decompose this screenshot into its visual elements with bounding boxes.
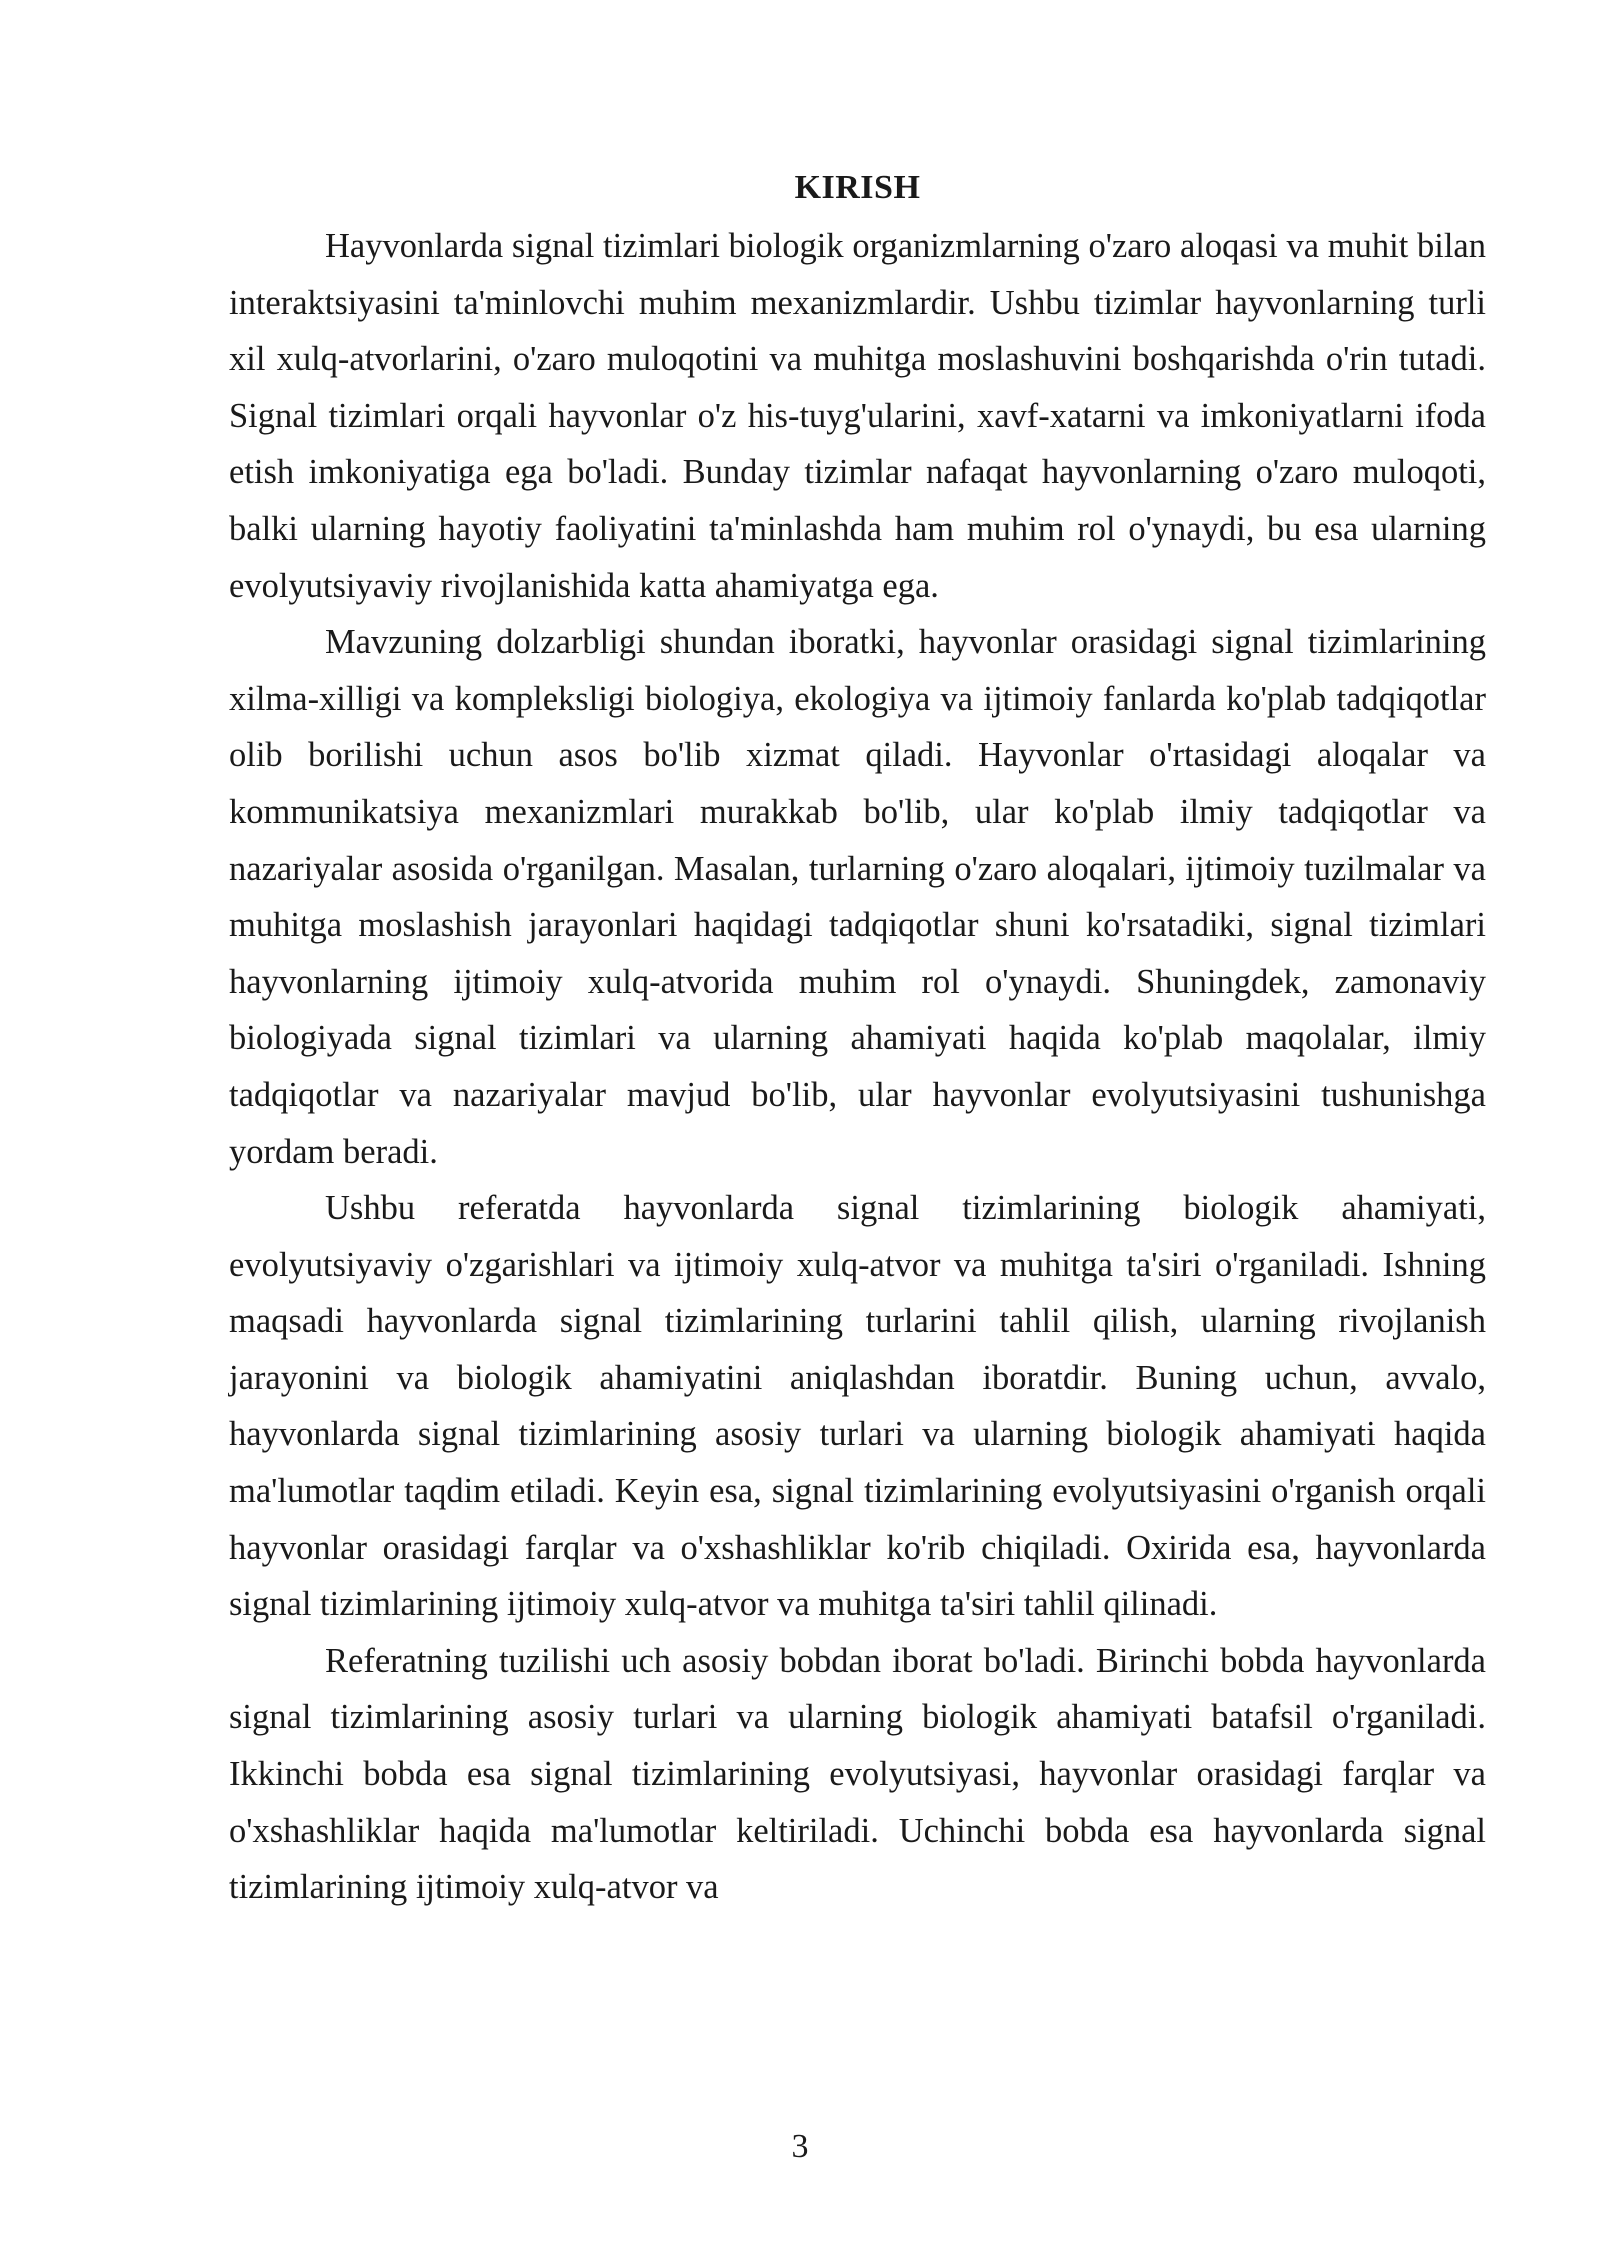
paragraph-intro: Hayvonlarda signal tizimlari biologik organizmlarning o'zaro aloqasi va muhit bilan interaktsiyasini ta'minlovchi muhim mexanizmlardir. Ushbu tizimlar hayvonlarning turli xil xulq-atvorlarini, o'zaro muloqotini va muhitga moslashuvini boshqarishda o'rin tutadi. Signal tizimlari orqali hayvonlar o'z his-tuyg'ularini, xavf-xatarni va imkoniyatlarni ifoda etish imkoniyatiga ega bo'ladi. Bunday tizimlar nafaqat hayvonlarning o'zaro muloqoti, balki ularning hayotiy faoliyatini ta'minlashda ham muhim rol o'ynaydi, bu esa ularning evolyutsiyaviy rivojlanishida katta ahamiyatga ega. [229,227,1486,605]
page-number: 3 [791,2128,809,2165]
page-title: KIRISH [794,169,921,206]
paragraph-purpose: Ushbu referatda hayvonlarda signal tizimlarining biologik ahamiyati, evolyutsiyaviy o'zgarishlari va ijtimoiy xulq-atvor va muhitga ta'siri o'rganiladi. Ishning maqsadi hayvonlarda signal tizimlarining turlarini tahlil qilish, ularning rivojlanish jarayonini va biologik ahamiyatini aniqlashdan iboratdir. Buning uchun, avvalo, hayvonlarda signal tizimlarining asosiy turlari va ularning biologik ahamiyati haqida ma'lumotlar taqdim etiladi. Keyin esa, signal tizimlarining evolyutsiyasini o'rganish orqali hayvonlar orasidagi farqlar va o'xshashliklar ko'rib chiqiladi. Oxirida esa, hayvonlarda signal tizimlarining ijtimoiy xulq-atvor va muhitga ta'siri tahlil qilinadi. [229,1189,1486,1624]
page-content [229,160,1486,1916]
paragraph-relevance: Mavzuning dolzarbligi shundan iboratki, hayvonlar orasidagi signal tizimlarining xilma-xilligi va kompleksligi biologiya, ekologiya va ijtimoiy fanlarda ko'plab tadqiqotlar olib borilishi uchun asos bo'lib xizmat qiladi. Hayvonlar o'rtasidagi aloqalar va kommunikatsiya mexanizmlari murakkab bo'lib, ular ko'plab ilmiy tadqiqotlar va nazariyalar asosida o'rganilgan. Masalan, turlarning o'zaro aloqalari, ijtimoiy tuzilmalar va muhitga moslashish jarayonlari haqidagi tadqiqotlar shuni ko'rsatadiki, signal tizimlari hayvonlarning ijtimoiy xulq-atvorida muhim rol o'ynaydi. Shuningdek, zamonaviy biologiyada signal tizimlari va ularning ahamiyati haqida ko'plab maqolalar, ilmiy tadqiqotlar va nazariyalar mavjud bo'lib, ular hayvonlar evolyutsiyasini tushunishga yordam beradi. [229,623,1486,1171]
paragraph-structure: Referatning tuzilishi uch asosiy bobdan iborat bo'ladi. Birinchi bobda hayvonlarda signal tizimlarining asosiy turlari va ularning biologik ahamiyati batafsil o'rganiladi. Ikkinchi bobda esa signal tizimlarining evolyutsiyasi, hayvonlar orasidagi farqlar va o'xshashliklar haqida ma'lumotlar keltiriladi. Uchinchi bobda esa hayvonlarda signal tizimlarining ijtimoiy xulq-atvor va [229,1641,1486,1907]
